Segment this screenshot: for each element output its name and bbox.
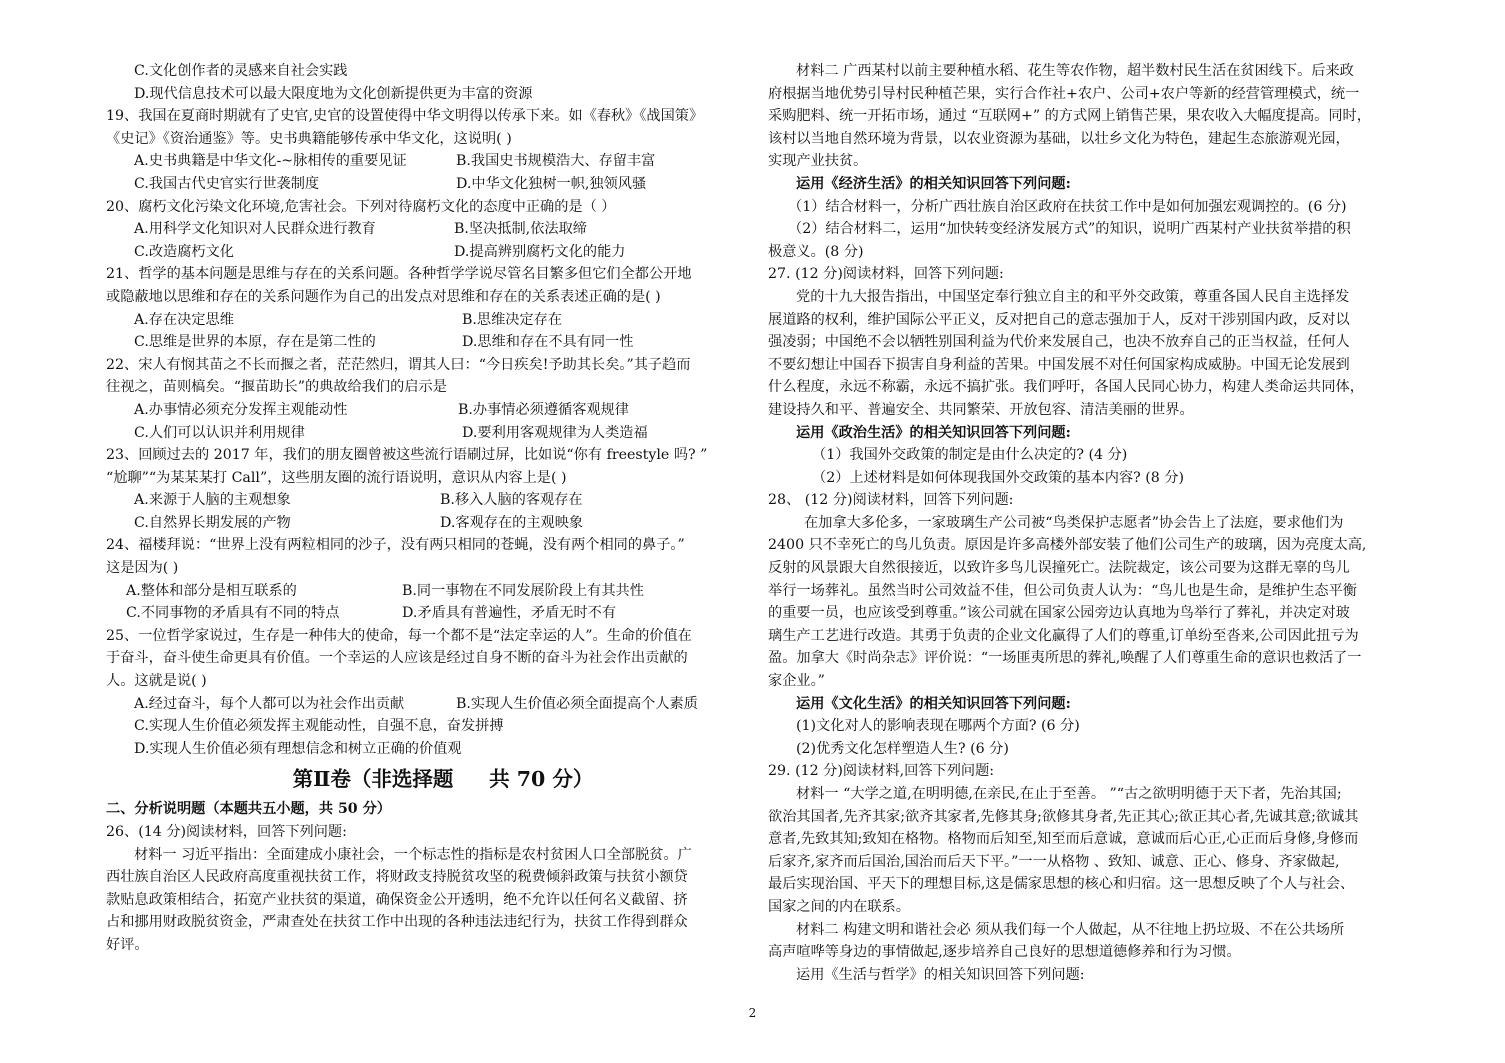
q25-option-a: A.经过奋斗，每个人都可以为社会作出贡献 <box>134 695 405 712</box>
q21-option-a: A.存在决定思维 <box>134 311 234 328</box>
q22-option-d: D.要利用客观规律为人类造福 <box>462 424 648 441</box>
q29-prompt: 运用《生活与哲学》的相关知识回答下列问题: <box>796 966 1085 983</box>
q28-material-6: 璃生产工艺进行改造。其勇于负责的企业文化赢得了人们的尊重,订单纷至沓来,公司因此扭亏为 <box>768 627 1359 644</box>
q19-options-ab <box>106 150 740 173</box>
q24-options-cd <box>106 602 740 625</box>
q19-option-d: D.中华文化独树一帜,独领风骚 <box>456 175 647 192</box>
q28-material-3: 反射的风景跟大自然很接近，以致许多鸟儿误撞死亡。法院裁定，该公司要为这群无辜的鸟儿 <box>768 560 1350 577</box>
q29-stem: 29. (12 分)阅读材料,回答下列问题: <box>768 763 995 780</box>
q29-material1-1: 材料一 “大学之道,在明明德,在亲民,在止于至善。 ”“古之欲明明德于天下者，先治其国; <box>796 786 1342 802</box>
q23-option-c: C.自然界长期发展的产物 <box>134 514 291 531</box>
q22-options-ab <box>106 399 740 422</box>
q28-material-7: 盈。加拿大《时尚杂志》评价说：“一场匪夷所思的葬礼,唤醒了人们尊重生命的意识也救活了一 <box>768 650 1362 667</box>
q27-material-4: 不要幻想让中国吞下损害自身利益的苦果。中国发展不对任何国家构成威胁。中国无论发展到 <box>768 356 1350 373</box>
q19-stem-2: 《史记》《资治通鉴》等。史书典籍能够传承中华文化，这说明( ) <box>106 130 512 147</box>
q26-material1-5: 好评。 <box>106 936 149 953</box>
q22-option-a: A.办事情必须充分发挥主观能动性 <box>134 401 348 418</box>
q22-options-cd <box>106 422 740 445</box>
q28-sub1: (1)文化对人的影响表现在哪两个方面? (6 分) <box>796 718 1080 735</box>
q21-option-c: C.思维是世界的本原，存在是第二性的 <box>134 334 376 351</box>
q27-material-3: 强凌弱；中国绝不会以牺牲别国利益为代价来发展自己，也决不放弃自己的正当权益，任何人 <box>768 334 1350 351</box>
part2-heading: 二、分析说明题（本题共五小题，共 50 分） <box>106 801 391 818</box>
q29-material2-2: 高声喧哗等身边的事情做起,逐步培养自己良好的思想道德修养和行为习惯。 <box>768 944 1241 961</box>
q25-stem-3: 人。这就是说( ) <box>106 673 207 690</box>
q28-material-2: 2400 只不幸死亡的鸟儿负责。原因是许多高楼外部安装了他们公司生产的玻璃，因为亮度太高, <box>768 537 1367 554</box>
q27-stem: 27. (12 分)阅读材料，回答下列问题: <box>768 266 1004 283</box>
q23-options-ab <box>106 489 740 512</box>
q26-material1-4: 占和挪用财政脱贫资金，严肃查处在扶贫工作中出现的各种违法违纪行为，扶贫工作得到群众 <box>106 914 688 931</box>
q25-options-ab <box>106 693 740 716</box>
q24-option-d: D.矛盾具有普遍性，矛盾无时不有 <box>402 605 617 622</box>
q28-material-4: 举行一场葬礼。虽然当时公司效益不佳，但公司负责人认为：“鸟儿也是生命，是维护生态平衡 <box>768 582 1357 599</box>
q26-material2-4: 该村以当地自然环境为背景，以农业资源为基础，以壮乡文化为特色，建起生态旅游观光园， <box>768 130 1350 147</box>
q28-material-5: 的重要一员，也应该受到尊重。”该公司就在国家公园旁边认真地为鸟举行了葬礼，并决定对玻 <box>768 605 1350 622</box>
q26-material2-1: 材料二 广西某村以前主要种植水稻、花生等农作物，超半数村民生活在贫困线下。后来政 <box>796 63 1354 79</box>
q21-option-d: D.思维和存在不具有同一性 <box>462 334 634 351</box>
q24-option-a: A.整体和部分是相互联系的 <box>126 582 297 599</box>
q23-option-a: A.来源于人脑的主观想象 <box>134 492 291 509</box>
q22-stem-1: 22、宋人有悯其苗之不长而揠之者，茫茫然归，谓其人曰：“今日疾矣!予助其长矣。”其子趋而 <box>106 356 691 373</box>
q22-option-b: B.办事情必须遵循客观规律 <box>458 401 629 418</box>
q21-options-cd <box>106 331 740 354</box>
q27-material-1: 党的十九大报告指出，中国坚定奉行独立自主的和平外交政策，尊重各国人民自主选择发 <box>796 288 1350 305</box>
q26-material2-5: 实现产业扶贫。 <box>768 153 868 170</box>
q29-material1-2: 欲治其国者,先齐其家;欲齐其家者,先修其身;欲修其身者,先正其心;欲正其心者,先诚其意;欲诚其 <box>768 808 1359 825</box>
q24-options-ab <box>106 580 740 603</box>
q27-sub2: （2）上述材料是如何体现我国外交政策的基本内容? (8 分) <box>812 469 1185 486</box>
q23-option-b: B.移入人脑的客观存在 <box>440 492 583 509</box>
q20-options-cd <box>106 241 740 264</box>
q23-option-d: D.客观存在的主观映象 <box>440 514 584 531</box>
q20-option-d: D.提高辨别腐朽文化的能力 <box>454 243 626 260</box>
q19-option-c: C.我国古代史官实行世袭制度 <box>134 175 320 192</box>
q18-option-c: C.文化创作者的灵感来自社会实践 <box>134 63 348 79</box>
q26-sub2-1: （2）结合材料二，运用“加快转变经济发展方式”的知识，说明广西某村产业扶贫举措的积 <box>788 221 1351 238</box>
q26-material1-1: 材料一 习近平指出：全面建成小康社会，一个标志性的指标是农村贫困人口全部脱贫。广 <box>134 846 692 863</box>
q21-option-b: B.思维决定存在 <box>462 311 563 328</box>
q23-stem-1: 23、回顾过去的 2017 年，我们的朋友圈曾被这些流行语刷过屏，比如说“你有 freestyle 吗? ” <box>106 447 708 464</box>
q21-options-ab <box>106 309 740 332</box>
q26-material2-3: 采购肥料、统一开拓市场，通过 “互联网+” 的方式网上销售芒果，果农收入大幅度提高。同时， <box>768 108 1371 125</box>
q24-option-b: B.同一事物在不同发展阶段上有其共性 <box>402 582 644 599</box>
q27-material-6: 建设持久和平、普遍安全、共同繁荣、开放包容、清洁美丽的世界。 <box>768 401 1194 418</box>
q29-material1-5: 最后实现治国、平天下的理想目标,这是儒家思想的核心和归宿。这一思想反映了个人与社会、 <box>768 876 1355 893</box>
left-column <box>106 60 740 957</box>
q27-prompt: 运用《政治生活》的相关知识回答下列问题: <box>796 424 1071 441</box>
q26-material2-2: 府根据当地优势引导村民种植芒果，实行合作社+农户、公司+农户等新的经营管理模式，统一 <box>768 85 1360 102</box>
q18-option-d: D.现代信息技术可以最大限度地为文化创新提供更为丰富的资源 <box>134 85 533 102</box>
q27-material-2: 展道路的权利，维护国际公平正义，反对把自己的意志强加于人，反对干涉别国内政，反对以 <box>768 311 1350 328</box>
q28-prompt: 运用《文化生活》的相关知识回答下列问题: <box>796 695 1071 712</box>
q20-stem: 20、腐朽文化污染文化环境,危害社会。下列对待腐朽文化的态度中正确的是（ ） <box>106 198 616 215</box>
q25-option-c: C.实现人生价值必须发挥主观能动性，自强不息，奋发拼搏 <box>134 718 504 735</box>
q20-option-c: C.改造腐朽文化 <box>134 243 234 260</box>
q26-prompt: 运用《经济生活》的相关知识回答下列问题: <box>796 175 1071 192</box>
q22-option-c: C.人们可以认识并利用规律 <box>134 424 305 441</box>
q19-option-b: B.我国史书规模浩大、存留丰富 <box>456 153 656 170</box>
q26-material1-2: 西壮族自治区人民政府高度重视扶贫工作，将财政支持脱贫攻坚的税费倾斜政策与扶贫小额贷 <box>106 869 688 886</box>
q23-stem-2: “尬聊”“为某某某打 Call”，这些朋友圈的流行语说明，意识从内容上是( ) <box>106 469 567 486</box>
q21-stem-2: 或隐蔽地以思维和存在的关系问题作为自己的出发点对思维和存在的关系表述正确的是( ) <box>106 288 661 305</box>
q25-option-b: B.实现人生价值必须全面提高个人素质 <box>456 695 698 712</box>
q26-stem: 26、(14 分)阅读材料，回答下列问题: <box>106 824 347 840</box>
q29-material1-6: 国家之间的内在联系。 <box>768 898 910 915</box>
q22-stem-2: 往视之，苗则槁矣。“揠苗助长”的典故给我们的启示是 <box>106 379 447 396</box>
q27-material-5: 什么程度，永远不称霸，永远不搞扩张。我们呼吁，各国人民同心协力，构建人类命运共同体， <box>768 379 1364 396</box>
right-column <box>768 60 1398 986</box>
q25-option-d: D.实现人生价值必须有理想信念和树立正确的价值观 <box>134 740 462 757</box>
q26-sub1: （1）结合材料一，分析广西壮族自治区政府在扶贫工作中是如何加强宏观调控的。(6 分) <box>788 198 1347 215</box>
q26-sub2-2: 极意义。(8 分) <box>768 243 864 260</box>
q25-stem-2: 于奋斗，奋斗使生命更具有价值。一个幸运的人应该是经过自身不断的奋斗为社会作出贡献的 <box>106 650 688 667</box>
q29-material1-4: 后家齐,家齐而后国治,国治而后天下平。”一一从格物 、致知、诚意、正心、修身、齐家做起, <box>768 853 1340 870</box>
q29-material2-1: 材料二 构建文明和谐社会必 须从我们每一个人做起，从不往地上扔垃圾、不在公共场所 <box>796 921 1345 938</box>
q25-stem-1: 25、一位哲学家说过，生存是一种伟大的使命，每一个都不是“法定幸运的人”。生命的价值在 <box>106 627 692 644</box>
section-title-text: 第Ⅱ卷（非选择题 共 70 分） <box>292 767 594 792</box>
section-title <box>106 762 740 796</box>
q21-stem-1: 21、哲学的基本问题是思维与存在的关系问题。各种哲学学说尽管名目繁多但它们全都公开地 <box>106 266 692 283</box>
q28-material-1: 在加拿大多伦多，一家玻璃生产公司被“鸟类保护志愿者”协会告上了法庭，要求他们为 <box>804 514 1344 531</box>
q26-material1-3: 款贴息政策相结合，拓宽产业扶贫的渠道，确保资金公开透明，绝不允许以任何名义截留、挤 <box>106 891 688 908</box>
q19-options-cd <box>106 173 740 196</box>
q19-option-a: A.史书典籍是中华文化-~脉相传的重要见证 <box>134 153 407 170</box>
q27-sub1: （1）我国外交政策的制定是由什么决定的? (4 分) <box>812 447 1128 464</box>
page-number: 2 <box>748 1006 757 1020</box>
q19-stem-1: 19、我国在夏商时期就有了史官,史官的设置使得中华文明得以传承下来。如《春秋》《战国策》 <box>106 108 704 125</box>
q24-option-c: C.不同事物的矛盾具有不同的特点 <box>126 605 340 622</box>
q20-options-ab <box>106 218 740 241</box>
q20-option-a: A.用科学文化知识对人民群众进行教育 <box>134 221 376 238</box>
q28-sub2: (2)优秀文化怎样塑造人生? (6 分) <box>796 740 1009 757</box>
q24-stem-2: 这是因为( ) <box>106 560 179 577</box>
q23-options-cd <box>106 512 740 535</box>
q24-stem-1: 24、福楼拜说：“世界上没有两粒相同的沙子，没有两只相同的苍蝇，没有两个相同的鼻子。” <box>106 537 685 554</box>
q28-stem: 28、 (12 分)阅读材料，回答下列问题: <box>768 492 1014 509</box>
q29-material1-3: 意者,先致其知;致知在格物。格物而后知至,知至而后意诚，意诚而后心正,心正而后身修,身修而 <box>768 831 1359 848</box>
q20-option-b: B.坚决抵制,依法取缔 <box>454 221 587 238</box>
q28-material-8: 家企业。” <box>768 673 825 690</box>
